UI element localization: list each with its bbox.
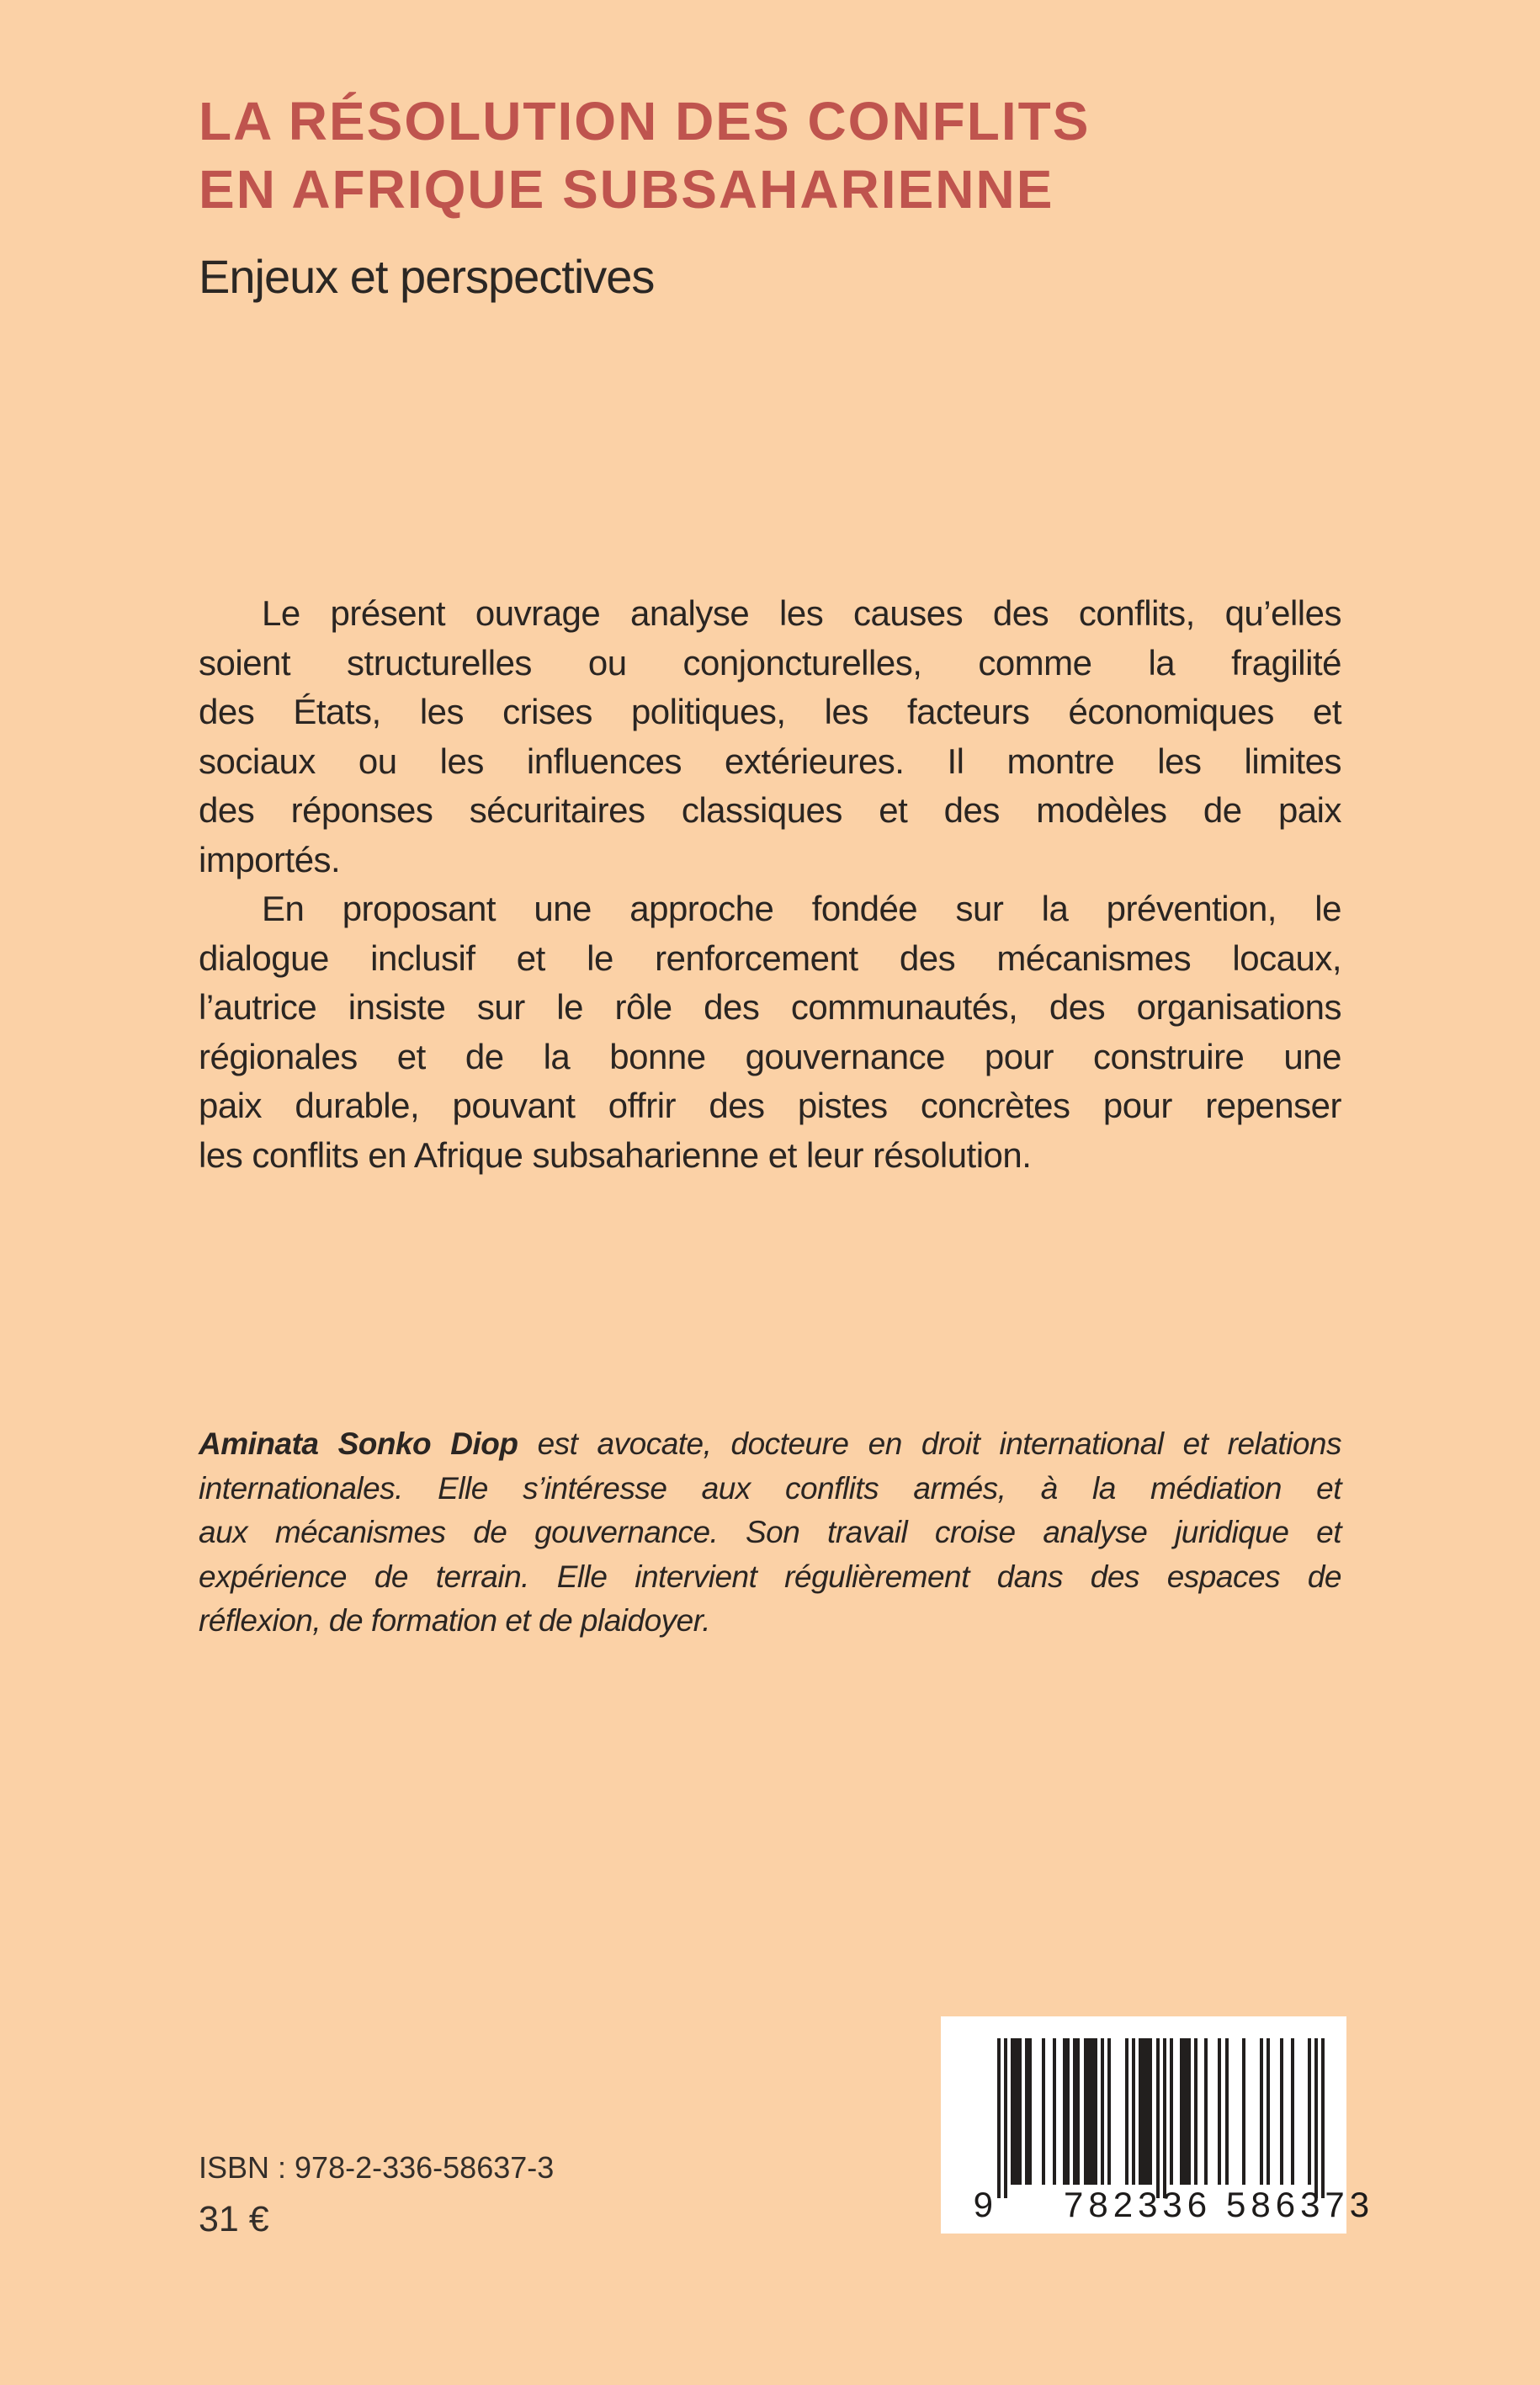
barcode-bar [1139, 2038, 1152, 2185]
barcode-bar [997, 2038, 1001, 2198]
barcode-bar [1101, 2038, 1104, 2185]
barcode-bar [1242, 2038, 1245, 2185]
synopsis-paragraph-1 [199, 589, 1341, 884]
barcode-bar [1163, 2038, 1166, 2198]
isbn-text: ISBN : 978-2-336-58637-3 [199, 2150, 555, 2185]
bio-lines [199, 1467, 1341, 1644]
text-line: paix durable, pouvant offrir des pistes concrètes pour repenser [199, 1086, 1341, 1125]
barcode-bar [1156, 2038, 1160, 2198]
barcode-bar [1063, 2038, 1070, 2185]
price-text: 31 € [199, 2199, 269, 2239]
text-line: Le présent ouvrage analyse les causes des conflits, qu’elles [262, 593, 1341, 633]
text-line: expérience de terrain. Elle intervient régulièrement dans des espaces de [199, 1559, 1341, 1594]
text-line: aux mécanismes de gouvernance. Son travail croise analyse juridique et [199, 1515, 1341, 1549]
barcode-bar [1321, 2038, 1325, 2198]
barcode-digit-group-1: 782336 [1064, 2185, 1213, 2224]
barcode-bar [1280, 2038, 1283, 2185]
barcode-bar [1218, 2038, 1221, 2185]
text-line: les conflits en Afrique subsaharienne et leur résolution. [199, 1134, 1032, 1175]
barcode-bars [997, 2038, 1325, 2198]
barcode-bar [1225, 2038, 1229, 2185]
text-line: réflexion, de formation et de plaidoyer. [199, 1603, 710, 1638]
barcode-bar [1180, 2038, 1190, 2185]
synopsis [199, 589, 1341, 1180]
barcode-bar [1260, 2038, 1263, 2185]
barcode-bar [1011, 2038, 1021, 2185]
text-line: internationales. Elle s’intéresse aux conflits armés, à la médiation et [199, 1470, 1341, 1506]
title-line-1: LA RÉSOLUTION DES CONFLITS [199, 91, 1091, 151]
barcode-bar [1125, 2038, 1128, 2185]
text-line: soient structurelles ou conjoncturelles, comme la fragilité [199, 642, 1341, 683]
barcode-bar [1291, 2038, 1294, 2185]
text-line: régionales et de la bonne gouvernance pour construire une [199, 1036, 1341, 1076]
barcode-bar [1084, 2038, 1097, 2185]
barcode-digit-lead: 9 [973, 2185, 993, 2224]
page-subtitle: Enjeux et perspectives [199, 250, 655, 303]
barcode-bar [1073, 2038, 1080, 2185]
barcode-bar [1132, 2038, 1135, 2185]
barcode-bar [1004, 2038, 1007, 2198]
barcode-bar [1107, 2038, 1111, 2185]
bio-line [199, 1422, 1341, 1467]
barcode-bar [1267, 2038, 1270, 2185]
barcode-bar [1308, 2038, 1311, 2185]
text-line: importés. [199, 839, 341, 879]
synopsis-paragraph-2 [199, 884, 1341, 1180]
barcode-bar [1170, 2038, 1173, 2185]
text-line: sociaux ou les influences extérieures. Il montre les limites [199, 741, 1341, 781]
barcode-bar [1042, 2038, 1045, 2185]
text-line: des États, les crises politiques, les facteurs économiques et [199, 692, 1341, 731]
page-title [199, 88, 1343, 224]
barcode-bar [1025, 2038, 1032, 2185]
barcode-bar [1314, 2038, 1318, 2198]
barcode-bar [1053, 2038, 1056, 2185]
author-name: Aminata Sonko Diop [199, 1426, 518, 1461]
author-bio [199, 1422, 1341, 1644]
bio-line-text: est avocate, docteure en droit international et relations [518, 1426, 1341, 1461]
text-line: dialogue inclusif et le renforcement des mécanismes locaux, [199, 938, 1341, 978]
barcode-bar [1194, 2038, 1197, 2185]
barcode-bar [1204, 2038, 1208, 2185]
title-line-2: EN AFRIQUE SUBSAHARIENNE [199, 159, 1054, 220]
text-line: l’autrice insiste sur le rôle des communautés, des organisations [199, 987, 1341, 1027]
text-line: des réponses sécuritaires classiques et des modèles de paix [199, 790, 1341, 830]
barcode-digit-group-2: 586373 [1226, 2185, 1375, 2224]
barcode [941, 2016, 1375, 2234]
text-line: En proposant une approche fondée sur la prévention, le [262, 889, 1341, 928]
